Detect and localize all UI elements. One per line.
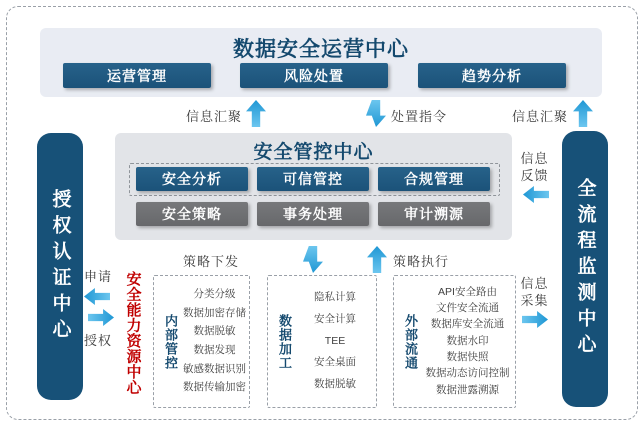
resource-center-label: 安全能力资源中心 — [124, 271, 142, 395]
button-security-policy: 安全策略 — [136, 202, 248, 226]
button-operation-management: 运营管理 — [63, 63, 211, 88]
capability-box-data-processing — [267, 275, 377, 408]
capability-item: TEE — [324, 334, 346, 347]
capability-item: 分类分级 — [193, 288, 236, 301]
button-risk-disposal: 风险处置 — [240, 63, 388, 88]
button-security-analysis: 安全分析 — [136, 167, 248, 191]
label-policy-issue: 策略下发 — [183, 254, 240, 269]
capability-item: 数据泄露溯源 — [436, 383, 499, 396]
capability-item: API安全路由 — [438, 285, 497, 298]
capability-item: 数据动态访问控制 — [425, 367, 510, 380]
monitoring-center-bar: 全流程监测中心 — [562, 131, 608, 407]
group-items-data-processing — [294, 276, 376, 407]
label-info-aggregate-left: 信息汇聚 — [186, 109, 243, 124]
label-info-aggregate-right: 信息汇聚 — [512, 109, 569, 124]
label-policy-execute: 策略执行 — [393, 254, 450, 269]
group-items-internal-control — [180, 276, 249, 407]
label-dispose-command: 处置指令 — [391, 109, 448, 124]
capability-item: 数据水印 — [446, 334, 489, 347]
capability-item: 数据脱敏 — [193, 325, 236, 338]
group-label-internal-control: 内部管控 — [163, 313, 178, 370]
operations-center-box — [40, 28, 602, 97]
capability-item: 敏感数据识别 — [183, 362, 246, 375]
operations-center-title: 数据安全运营中心 — [233, 38, 409, 61]
button-trend-analysis: 趋势分析 — [418, 63, 566, 88]
control-center-box — [115, 133, 512, 240]
button-compliance-management: 合规管理 — [378, 167, 490, 191]
label-apply: 申请 — [84, 269, 113, 284]
capability-item: 数据快照 — [446, 351, 489, 364]
label-info-collect: 信息采集 — [520, 276, 549, 308]
button-trusted-control: 可信管控 — [257, 167, 369, 191]
group-label-data-processing: 数据加工 — [277, 313, 292, 370]
capability-item: 数据库安全流通 — [430, 318, 505, 331]
button-transaction-processing: 事务处理 — [257, 202, 369, 226]
capability-box-external-circulation — [393, 275, 516, 408]
capability-item: 隐私计算 — [314, 291, 356, 304]
capability-item: 安全计算 — [314, 312, 356, 325]
capability-item: 安全桌面 — [314, 356, 356, 369]
capability-item: 数据传输加密 — [183, 381, 246, 394]
auth-center-bar: 授权认证中心 — [37, 133, 83, 400]
capability-item: 数据发现 — [193, 344, 236, 357]
group-label-external-circulation: 外部流通 — [403, 313, 418, 370]
capability-item: 数据脱敏 — [314, 378, 356, 391]
capability-box-internal-control — [153, 275, 250, 408]
button-audit-traceability: 审计溯源 — [378, 202, 490, 226]
group-items-external-circulation — [420, 276, 515, 407]
capability-item: 文件安全流通 — [436, 302, 499, 315]
control-center-title: 安全管控中心 — [253, 142, 374, 163]
label-info-feedback: 信息反馈 — [520, 151, 549, 183]
label-authorize: 授权 — [84, 333, 113, 348]
capability-item: 数据加密存储 — [183, 306, 246, 319]
